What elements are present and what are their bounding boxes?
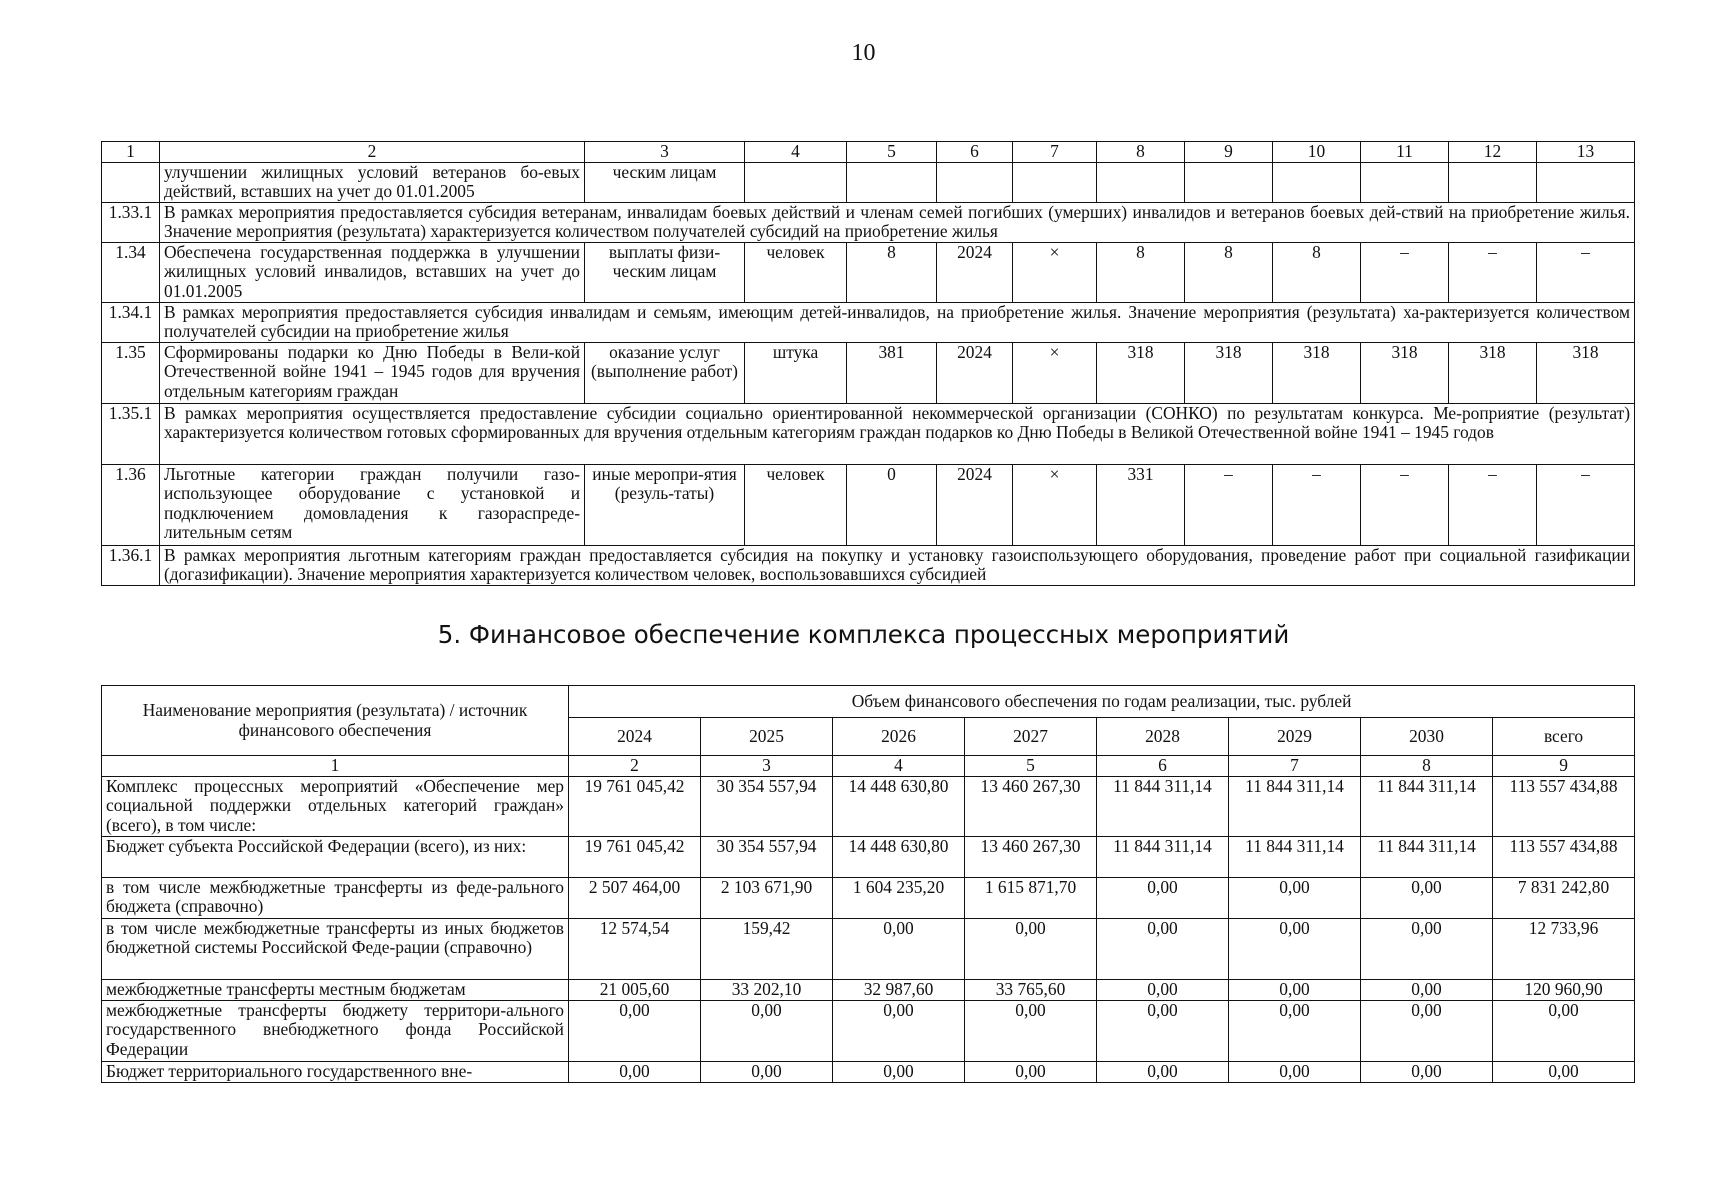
year-header: 2025 — [701, 718, 833, 756]
amount: 11 844 311,14 — [1097, 836, 1229, 877]
note-text: В рамках мероприятия предоставляется субсидия ветеранам, инвалидам боевых действий и членам семей погибших (умерших) инвалидов и ветеранов боевых дей-ствий на приобретение жилья. Значение мероприятия (результата) характеризуется количеством получателей субсидий на приобретение жилья — [160, 202, 1635, 242]
amount: 11 844 311,14 — [1229, 776, 1361, 836]
amount: 0,00 — [1097, 1061, 1229, 1082]
amount: 0,00 — [1097, 1000, 1229, 1061]
note-text: В рамках мероприятия льготным категориям граждан предоставляется субсидия на покупку и установку газоиспользующего оборудования, проведение работ при социальной газификации (догазификации). Значение мероприятия характеризуется количеством человек, воспользовавшихся субсидией — [160, 545, 1635, 585]
unit: штука — [745, 342, 847, 403]
amount: 19 761 045,42 — [569, 836, 701, 877]
row-number: 1.34.1 — [102, 302, 160, 342]
total-header: всего — [1493, 718, 1635, 756]
table-row — [102, 242, 1635, 302]
cell-value: – — [1361, 464, 1449, 545]
measure-name: улучшении жилищных условий ветеранов бо-евых действий, вставших на учет до 01.01.2005 — [160, 162, 585, 202]
cell-value: 318 — [1537, 342, 1635, 403]
cell — [1273, 162, 1361, 202]
amount: 0,00 — [1361, 979, 1493, 1000]
year-header: 2024 — [569, 718, 701, 756]
year-header: 2029 — [1229, 718, 1361, 756]
column-number: 5 — [965, 756, 1097, 777]
column-number: 1 — [102, 142, 160, 163]
column-number: 13 — [1537, 142, 1635, 163]
note-row — [102, 302, 1635, 342]
year-header: 2030 — [1361, 718, 1493, 756]
base-value: 0 — [847, 464, 937, 545]
column-number: 3 — [585, 142, 745, 163]
amount-total: 120 960,90 — [1493, 979, 1635, 1000]
column-number: 6 — [1097, 756, 1229, 777]
table-row — [102, 776, 1635, 836]
amount: 30 354 557,94 — [701, 776, 833, 836]
cell — [1361, 162, 1449, 202]
year-header: 2027 — [965, 718, 1097, 756]
amount: 0,00 — [1097, 979, 1229, 1000]
table-header-row — [102, 142, 1635, 163]
column-number: 7 — [1013, 142, 1097, 163]
base-year: 2024 — [937, 342, 1013, 403]
row-number: 1.33.1 — [102, 202, 160, 242]
amount: 13 460 267,30 — [965, 776, 1097, 836]
cell — [1449, 162, 1537, 202]
amount: 1 604 235,20 — [833, 877, 965, 918]
measure-type: выплаты физи-ческим лицам — [585, 242, 745, 302]
row-number — [102, 162, 160, 202]
row-number: 1.36 — [102, 464, 160, 545]
measure-name: Льготные категории граждан получили газо-использующее оборудование с установкой и подключением домовладения к газораспреде-лительным сетям — [160, 464, 585, 545]
amount-total: 0,00 — [1493, 1000, 1635, 1061]
column-number: 2 — [569, 756, 701, 777]
column-number: 7 — [1229, 756, 1361, 777]
note-row — [102, 545, 1635, 585]
amount: 33 765,60 — [965, 979, 1097, 1000]
amount: 11 844 311,14 — [1229, 836, 1361, 877]
cell-value: × — [1013, 464, 1097, 545]
source-name: межбюджетные трансферты бюджету территори-ального государственного внебюджетного фонда Российской Федерации — [102, 1000, 569, 1061]
amount: 1 615 871,70 — [965, 877, 1097, 918]
financing-table — [101, 685, 1635, 1083]
source-name: в том числе межбюджетные трансферты из иных бюджетов бюджетной системы Российской Феде-рации (справочно) — [102, 918, 569, 979]
amount-total: 12 733,96 — [1493, 918, 1635, 979]
amount: 0,00 — [1229, 979, 1361, 1000]
cell-value: 8 — [1273, 242, 1361, 302]
amount: 0,00 — [965, 1061, 1097, 1082]
amount: 12 574,54 — [569, 918, 701, 979]
cell — [1185, 162, 1273, 202]
table-row — [102, 342, 1635, 403]
note-row — [102, 202, 1635, 242]
amount: 0,00 — [1229, 1061, 1361, 1082]
amount-total: 113 557 434,88 — [1493, 836, 1635, 877]
amount: 0,00 — [1229, 1000, 1361, 1061]
cell — [937, 162, 1013, 202]
unit: человек — [745, 464, 847, 545]
amount: 0,00 — [1361, 1000, 1493, 1061]
amount: 0,00 — [833, 1000, 965, 1061]
cell-value: – — [1537, 242, 1635, 302]
column-number: 4 — [833, 756, 965, 777]
row-number: 1.35.1 — [102, 403, 160, 464]
table-row — [102, 464, 1635, 545]
row-number: 1.34 — [102, 242, 160, 302]
amount-total: 0,00 — [1493, 1061, 1635, 1082]
cell-value: – — [1449, 464, 1537, 545]
unit: человек — [745, 242, 847, 302]
measures-table — [101, 141, 1635, 586]
cell-value: × — [1013, 242, 1097, 302]
base-year: 2024 — [937, 242, 1013, 302]
note-text: В рамках мероприятия осуществляется предоставление субсидии социально ориентированной некоммерческой организации (СОНКО) по результатам конкурса. Ме-роприятие (результат) характеризуется количеством готовых сформированных для вручения отдельным категориям граждан подарков ко Дню Победы в Великой Отечественной войне 1941 – 1945 годов — [160, 403, 1635, 464]
cell-value: 318 — [1449, 342, 1537, 403]
amount: 33 202,10 — [701, 979, 833, 1000]
column-number: 10 — [1273, 142, 1361, 163]
measure-name: Сформированы подарки ко Дню Победы в Вели-кой Отечественной войне 1941 – 1945 годов для вручения отдельным категориям граждан — [160, 342, 585, 403]
source-name: Бюджет территориального государственного вне- — [102, 1061, 569, 1082]
cell-value: 318 — [1185, 342, 1273, 403]
amount: 2 103 671,90 — [701, 877, 833, 918]
amount: 19 761 045,42 — [569, 776, 701, 836]
column-number: 5 — [847, 142, 937, 163]
amount: 0,00 — [1361, 918, 1493, 979]
measure-type: ческим лицам — [585, 162, 745, 202]
table-header-row — [102, 686, 1635, 718]
cell-value: 318 — [1273, 342, 1361, 403]
amount: 0,00 — [569, 1000, 701, 1061]
cell-value: 8 — [1185, 242, 1273, 302]
source-name: Комплекс процессных мероприятий «Обеспечение мер социальной поддержки отдельных категорий граждан» (всего), в том числе: — [102, 776, 569, 836]
cell-value: – — [1537, 464, 1635, 545]
table-row — [102, 918, 1635, 979]
amount-total: 7 831 242,80 — [1493, 877, 1635, 918]
table-row — [102, 877, 1635, 918]
note-row — [102, 403, 1635, 464]
amount: 21 005,60 — [569, 979, 701, 1000]
amount-total: 113 557 434,88 — [1493, 776, 1635, 836]
cell-value: × — [1013, 342, 1097, 403]
amount: 159,42 — [701, 918, 833, 979]
amount: 0,00 — [965, 918, 1097, 979]
column-number: 8 — [1097, 142, 1185, 163]
measure-type: оказание услуг (выполнение работ) — [585, 342, 745, 403]
note-text: В рамках мероприятия предоставляется субсидия инвалидам и семьям, имеющим детей-инвалидов, на приобретение жилья. Значение мероприятия (результата) ха-рактеризуется количеством получателей субсидии на приобретение жилья — [160, 302, 1635, 342]
table-row — [102, 1061, 1635, 1082]
cell — [1097, 162, 1185, 202]
amount: 0,00 — [833, 1061, 965, 1082]
amount: 0,00 — [1361, 877, 1493, 918]
amount: 13 460 267,30 — [965, 836, 1097, 877]
table-row — [102, 979, 1635, 1000]
amount: 0,00 — [1097, 877, 1229, 918]
amount: 14 448 630,80 — [833, 776, 965, 836]
amount: 0,00 — [1229, 918, 1361, 979]
cell-value: – — [1185, 464, 1273, 545]
column-number: 3 — [701, 756, 833, 777]
cell-value: – — [1449, 242, 1537, 302]
table-row — [102, 162, 1635, 202]
row-number: 1.36.1 — [102, 545, 160, 585]
column-number: 6 — [937, 142, 1013, 163]
source-name: межбюджетные трансферты местным бюджетам — [102, 979, 569, 1000]
column-number: 11 — [1361, 142, 1449, 163]
cell-value: 318 — [1361, 342, 1449, 403]
base-value: 381 — [847, 342, 937, 403]
amount: 0,00 — [701, 1061, 833, 1082]
table-row — [102, 836, 1635, 877]
amount: 11 844 311,14 — [1361, 776, 1493, 836]
table-row — [102, 1000, 1635, 1061]
column-number: 2 — [160, 142, 585, 163]
amount: 32 987,60 — [833, 979, 965, 1000]
cell-value: 318 — [1097, 342, 1185, 403]
cell — [1013, 162, 1097, 202]
row-number: 1.35 — [102, 342, 160, 403]
source-name: в том числе межбюджетные трансферты из феде-рального бюджета (справочно) — [102, 877, 569, 918]
base-year: 2024 — [937, 464, 1013, 545]
amount: 0,00 — [701, 1000, 833, 1061]
year-header: 2028 — [1097, 718, 1229, 756]
column-number: 9 — [1493, 756, 1635, 777]
column-number: 8 — [1361, 756, 1493, 777]
column-number: 4 — [745, 142, 847, 163]
measure-type: иные меропри-ятия (резуль-таты) — [585, 464, 745, 545]
amount: 14 448 630,80 — [833, 836, 965, 877]
cell — [847, 162, 937, 202]
source-name: Бюджет субъекта Российской Федерации (всего), из них: — [102, 836, 569, 877]
amount: 30 354 557,94 — [701, 836, 833, 877]
cell-value: – — [1361, 242, 1449, 302]
measure-name: Обеспечена государственная поддержка в улучшении жилищных условий инвалидов, вставших на учет до 01.01.2005 — [160, 242, 585, 302]
measure-name-header: Наименование мероприятия (результата) / источник финансового обеспечения — [102, 686, 569, 756]
column-number: 9 — [1185, 142, 1273, 163]
amount: 0,00 — [569, 1061, 701, 1082]
cell-value: 8 — [1097, 242, 1185, 302]
amount: 0,00 — [833, 918, 965, 979]
column-number: 1 — [102, 756, 569, 777]
cell — [1537, 162, 1635, 202]
section-heading: 5. Финансовое обеспечение комплекса процессных мероприятий — [437, 620, 1290, 649]
column-number: 12 — [1449, 142, 1537, 163]
amount: 0,00 — [965, 1000, 1097, 1061]
column-numbers-row — [102, 756, 1635, 777]
base-value: 8 — [847, 242, 937, 302]
cell — [745, 162, 847, 202]
amount: 11 844 311,14 — [1361, 836, 1493, 877]
page-number: 10 — [851, 40, 876, 66]
amount: 0,00 — [1229, 877, 1361, 918]
amount: 11 844 311,14 — [1097, 776, 1229, 836]
cell-value: – — [1273, 464, 1361, 545]
cell-value: 331 — [1097, 464, 1185, 545]
amount: 0,00 — [1097, 918, 1229, 979]
amount: 2 507 464,00 — [569, 877, 701, 918]
amount: 0,00 — [1361, 1061, 1493, 1082]
year-header: 2026 — [833, 718, 965, 756]
volume-header: Объем финансового обеспечения по годам реализации, тыс. рублей — [569, 686, 1635, 718]
